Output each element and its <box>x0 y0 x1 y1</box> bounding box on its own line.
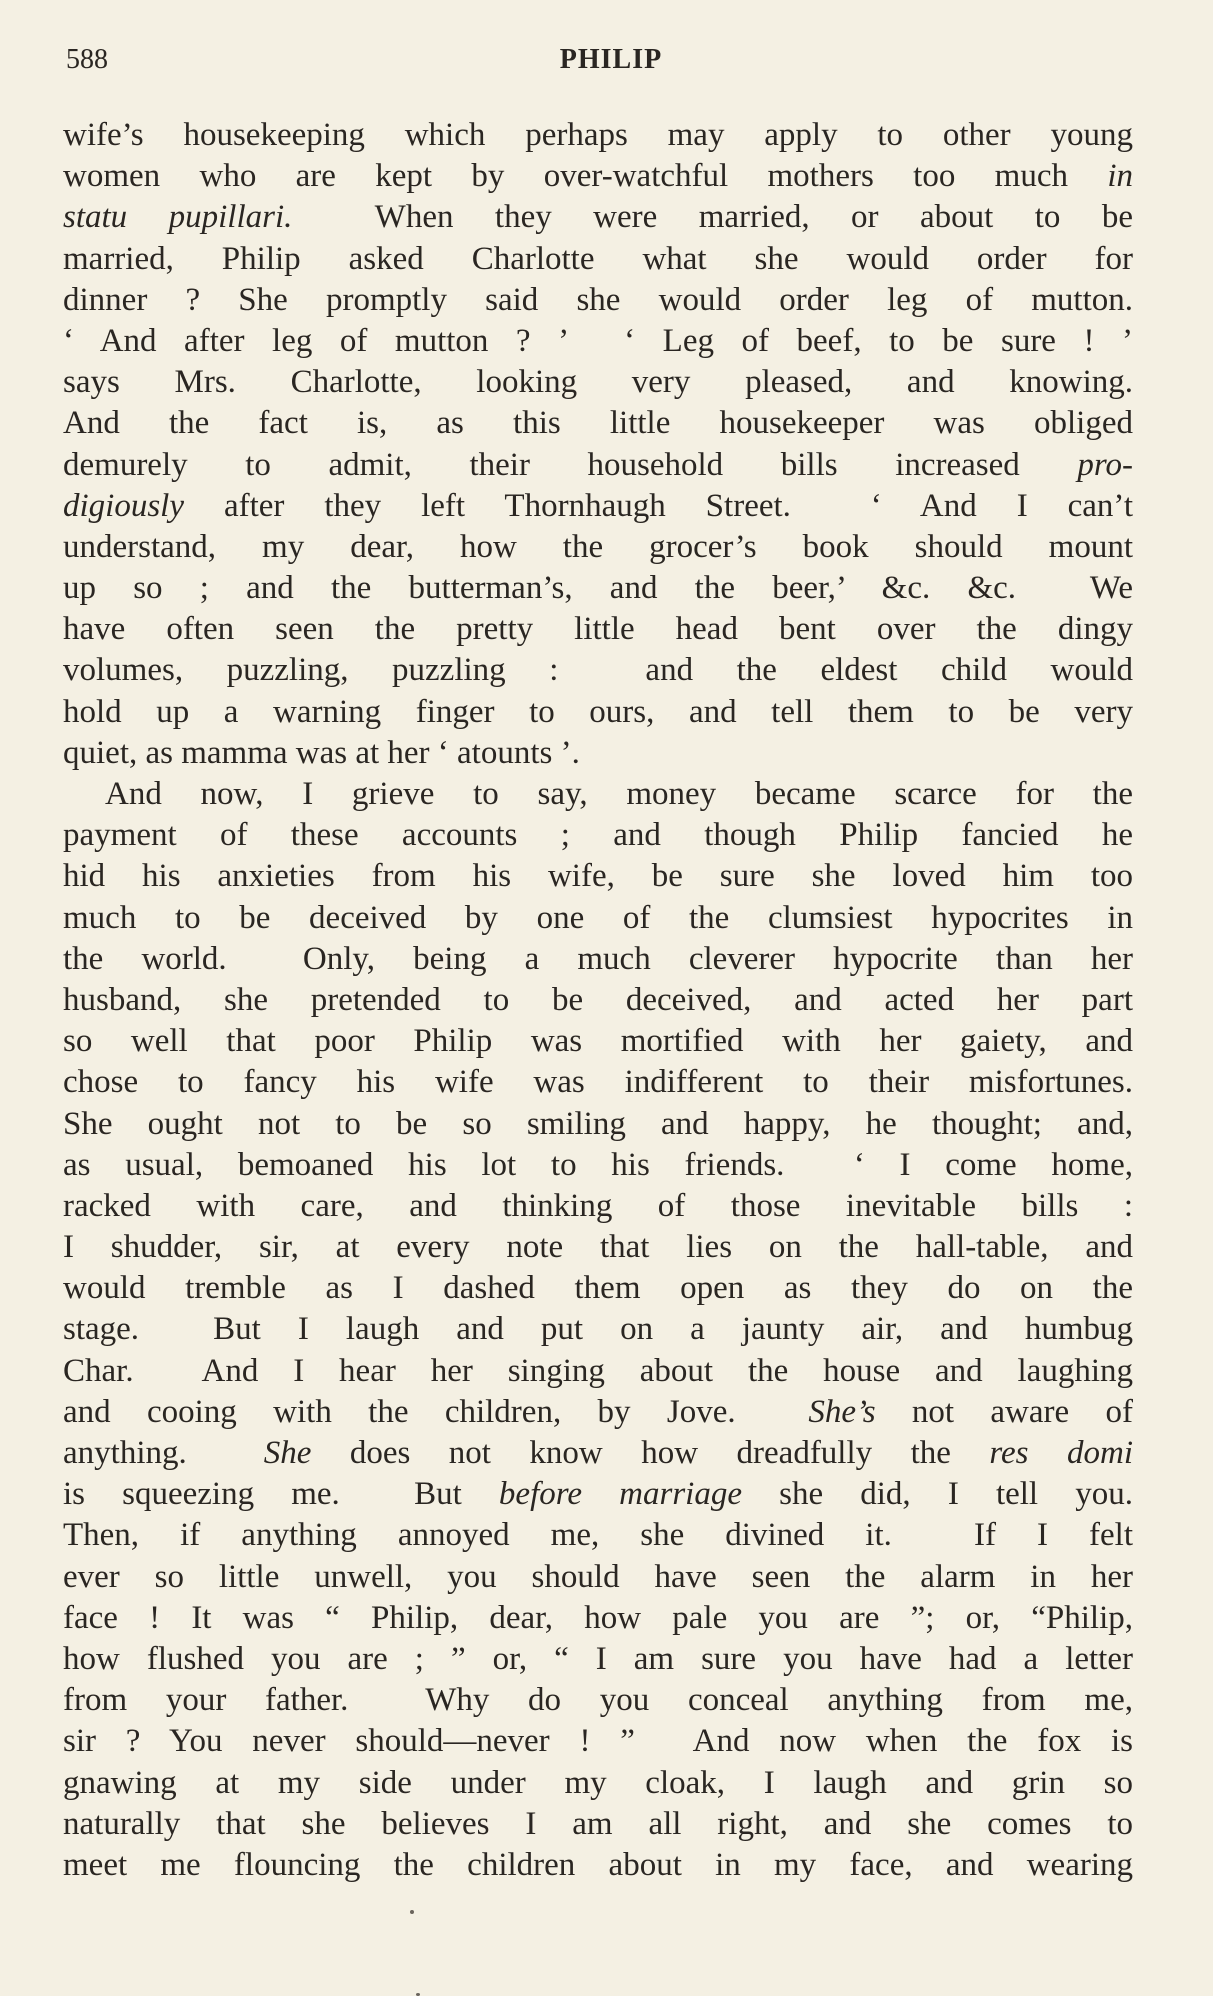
text-line: understand, my dear, how the grocer’s book should mount <box>63 528 1133 565</box>
text-line: stage. But I laugh and put on a jaunty air, and humbug <box>63 1311 1133 1348</box>
running-title: PHILIP <box>559 44 663 75</box>
text-line: quiet, as mamma was at her ‘ atounts ’. <box>63 734 580 771</box>
text-line: women who are kept by over-watchful mothers too much in <box>63 158 1133 195</box>
text-line: says Mrs. Charlotte, looking very pleased, and knowing. <box>63 364 1133 401</box>
text-line: sir ? You never should—never ! ” And now when the fox is <box>63 1723 1133 1760</box>
text-line: wife’s housekeeping which perhaps may apply to other young <box>63 117 1133 153</box>
text-line: volumes, puzzling, puzzling : and the eldest child would <box>63 652 1133 689</box>
text-line: so well that poor Philip was mortified with her gaiety, and <box>63 1023 1133 1060</box>
text-line: is squeezing me. But before marriage she did, I tell you. <box>63 1476 1133 1513</box>
text-line: have often seen the pretty little head bent over the dingy <box>63 611 1133 648</box>
running-head <box>66 40 1136 80</box>
text-line: ever so little unwell, you should have seen the alarm in her <box>63 1558 1133 1595</box>
text-line: husband, she pretended to be deceived, and acted her part <box>63 981 1133 1018</box>
text-line: And now, I grieve to say, money became scarce for the <box>105 776 1133 812</box>
text-line: naturally that she believes I am all right, and she comes to <box>63 1805 1133 1842</box>
text-line: up so ; and the butterman’s, and the beer,’ &c. &c. We <box>63 570 1133 607</box>
text-line: She ought not to be so smiling and happy, he thought; and, <box>63 1105 1133 1142</box>
text-line: anything. She does not know how dreadfully the res domi <box>63 1435 1134 1471</box>
page-number: 588 <box>66 44 108 75</box>
text-line: racked with care, and thinking of those inevitable bills : <box>63 1187 1133 1224</box>
text-line: digiously after they left Thornhaugh Street. ‘ And I can’t <box>63 487 1133 524</box>
text-line: how flushed you are ; ” or, “ I am sure you have had a letter <box>63 1640 1133 1677</box>
page-speck <box>410 1910 414 1914</box>
text-line: ‘ And after leg of mutton ? ’ ‘ Leg of beef, to be sure ! ’ <box>63 322 1133 359</box>
text-line: statu pupillari. When they were married, or about to be <box>63 199 1133 236</box>
text-line: hid his anxieties from his wife, be sure she loved him too <box>63 858 1133 895</box>
text-line: I shudder, sir, at every note that lies on the hall-table, and <box>63 1229 1133 1266</box>
text-line: dinner ? She promptly said she would order leg of mutton. <box>63 281 1133 318</box>
text-line: payment of these accounts ; and though Philip fancied he <box>63 817 1133 854</box>
text-line: demurely to admit, their household bills increased pro- <box>63 446 1133 483</box>
text-line: gnawing at my side under my cloak, I laugh and grin so <box>63 1764 1133 1801</box>
text-line: Char. And I hear her singing about the house and laughing <box>63 1352 1133 1389</box>
text-line: from your father. Why do you conceal anything from me, <box>63 1682 1133 1719</box>
text-line: and cooing with the children, by Jove. She’s not aware of <box>63 1393 1133 1430</box>
text-line: much to be deceived by one of the clumsiest hypocrites in <box>63 899 1133 936</box>
text-line: the world. Only, being a much cleverer hypocrite than her <box>63 940 1133 977</box>
text-line: hold up a warning finger to ours, and tell them to be very <box>63 693 1133 730</box>
text-line: meet me flouncing the children about in my face, and wearing <box>63 1846 1133 1883</box>
text-line: as usual, bemoaned his lot to his friends. ‘ I come home, <box>63 1146 1133 1183</box>
text-line: chose to fancy his wife was indifferent to their misfortunes. <box>63 1064 1133 1101</box>
body-text <box>63 115 1133 1886</box>
text-line: And the fact is, as this little housekeeper was obliged <box>63 405 1133 442</box>
text-line: face ! It was “ Philip, dear, how pale you are ”; or, “Philip, <box>63 1599 1133 1636</box>
text-line: Then, if anything annoyed me, she divined it. If I felt <box>63 1517 1133 1554</box>
text-line: married, Philip asked Charlotte what she would order for <box>63 240 1133 277</box>
text-line: would tremble as I dashed them open as they do on the <box>63 1270 1133 1307</box>
